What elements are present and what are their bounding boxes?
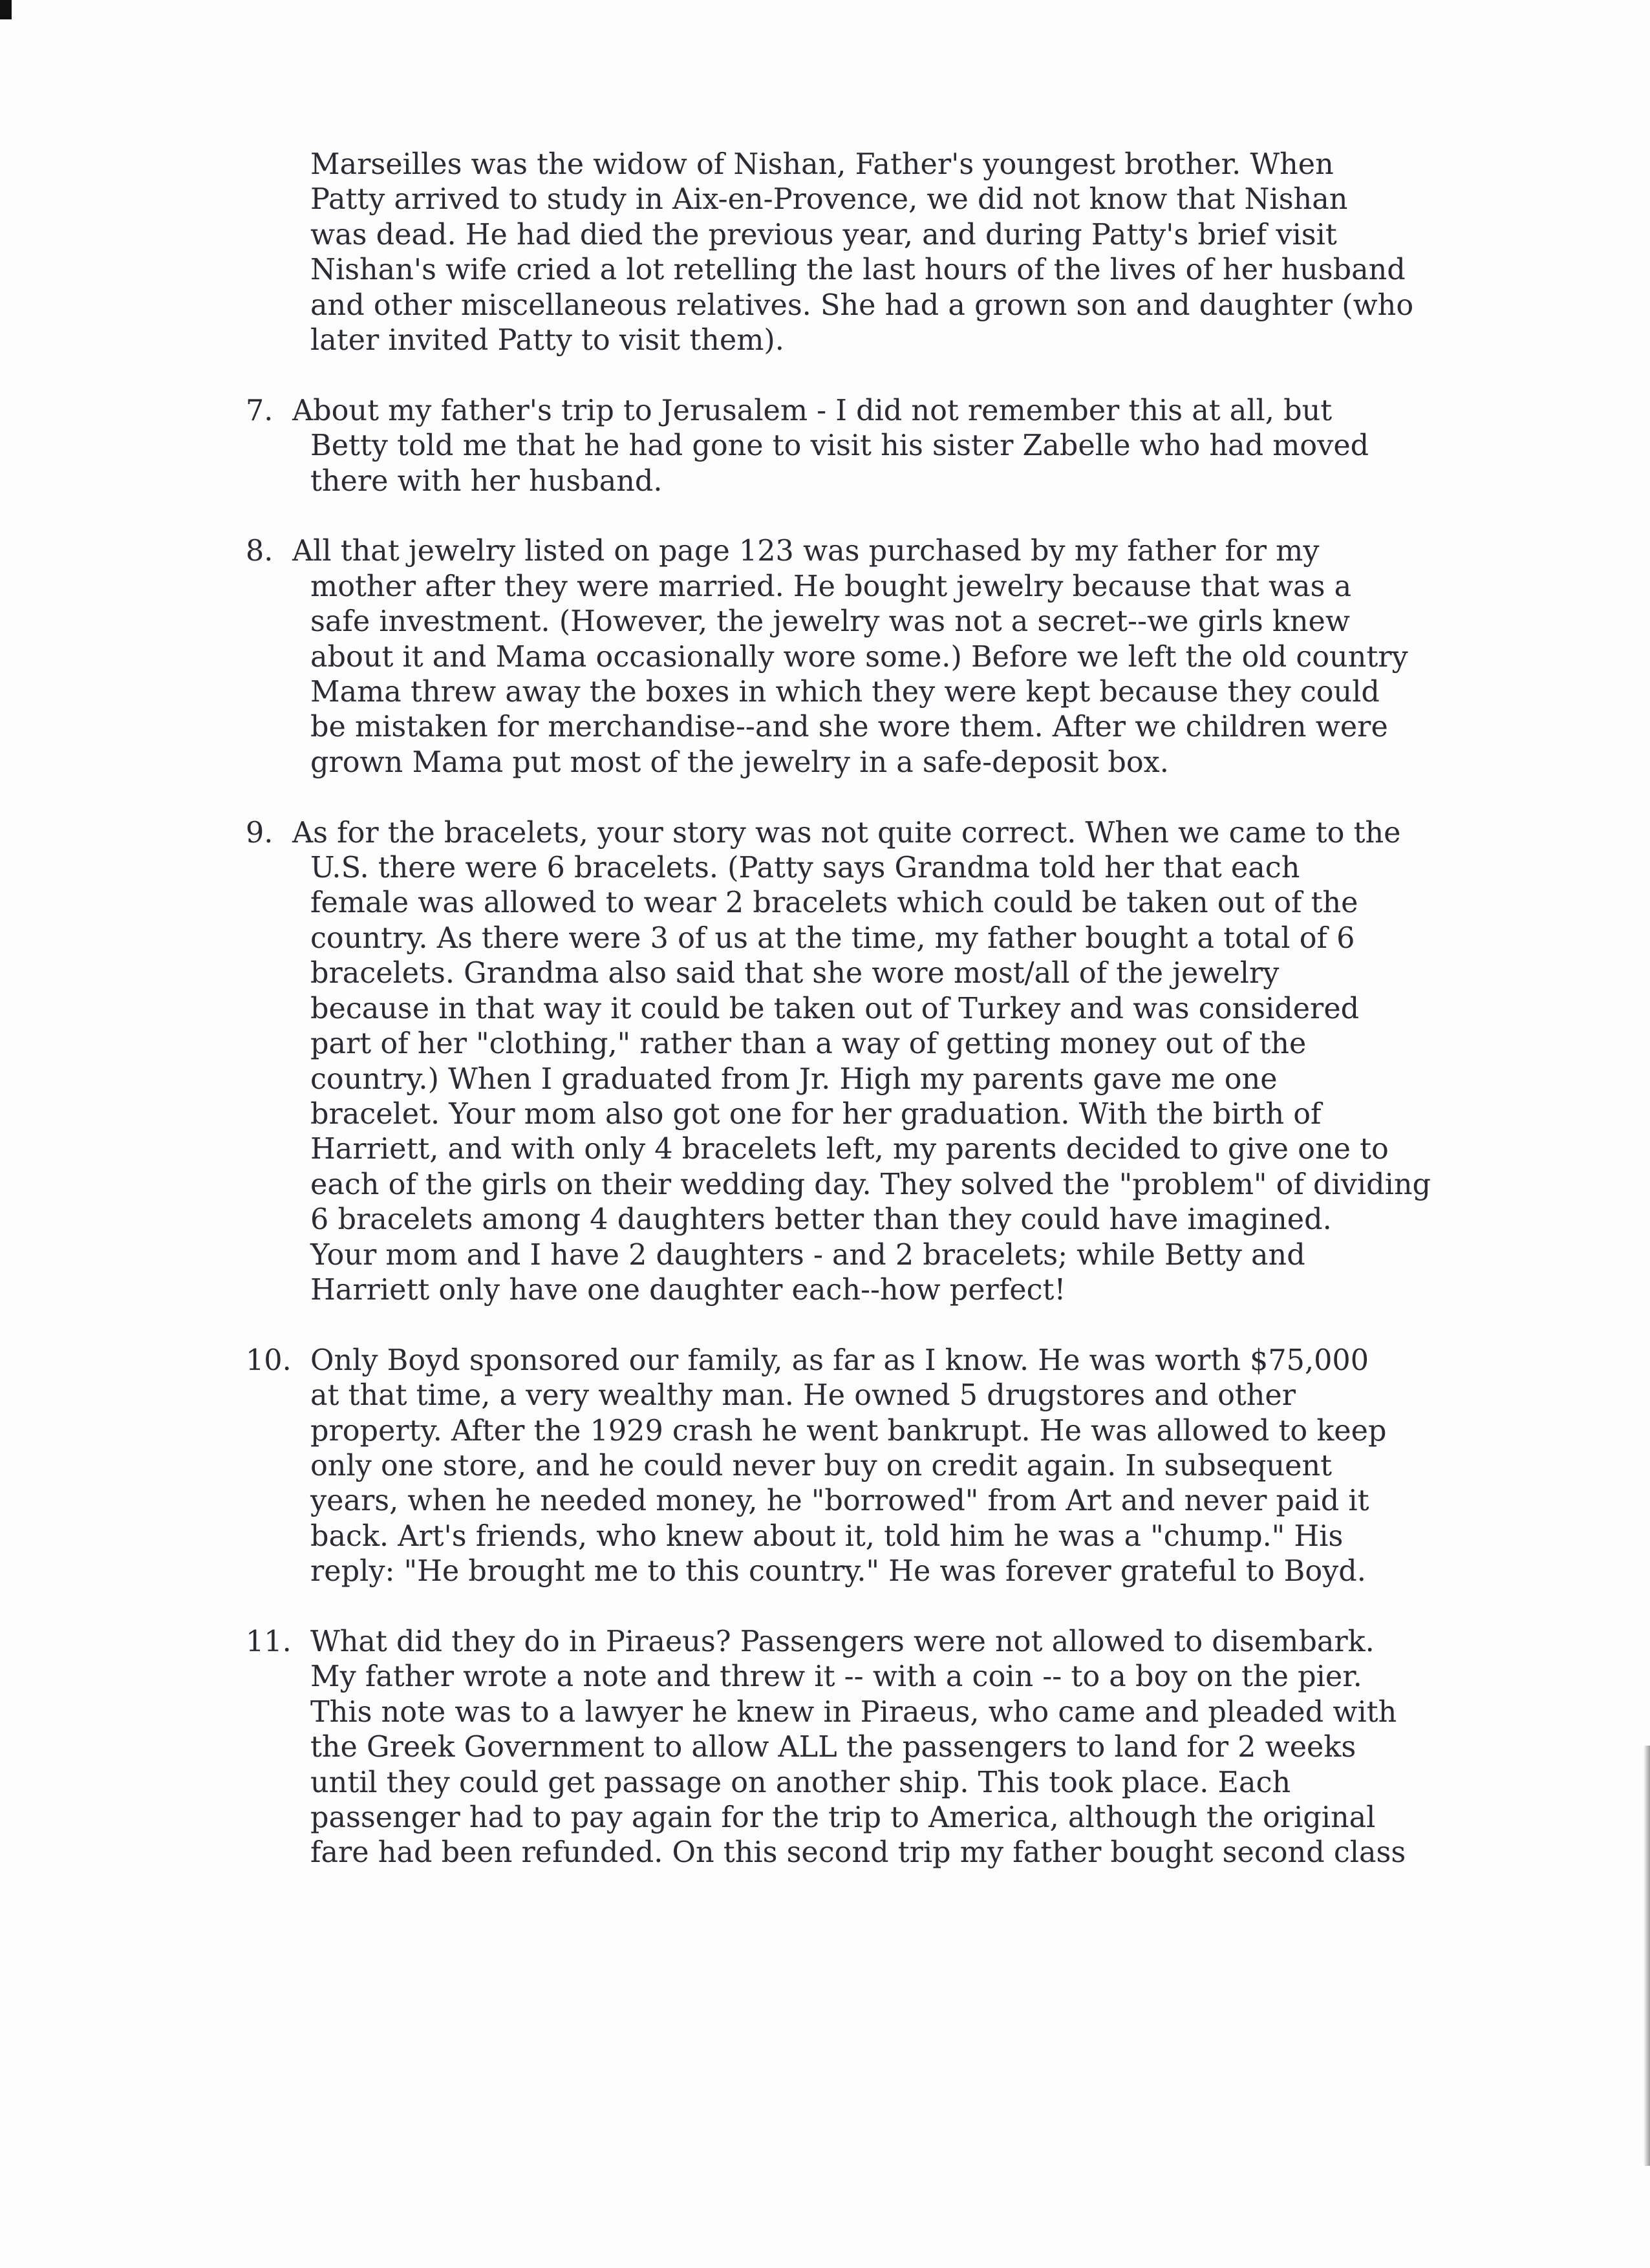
text-line: mother after they were married. He bought jewelry because that was a xyxy=(310,570,1352,603)
text-line: back. Art's friends, who knew about it, told him he was a "chump." His xyxy=(310,1519,1344,1553)
text-line: Harriett only have one daughter each--how perfect! xyxy=(310,1273,1066,1307)
paragraph-gap xyxy=(246,780,1435,815)
text-line: Harriett, and with only 4 bracelets left, my parents decided to give one to xyxy=(310,1133,1389,1166)
text-line: safe investment. (However, the jewelry was not a secret--we girls knew xyxy=(310,605,1350,639)
text-line: country.) When I graduated from Jr. High my parents gave me one xyxy=(310,1062,1278,1096)
text-line: bracelet. Your mom also got one for her graduation. With the birth of xyxy=(310,1097,1322,1131)
text-line: be mistaken for merchandise--and she wore them. After we children were xyxy=(310,711,1388,744)
text-line: until they could get passage on another ship. This took place. Each xyxy=(310,1766,1291,1799)
paragraph-gap xyxy=(246,499,1435,534)
text-line xyxy=(246,1625,1435,1660)
text-line: Nishan's wife cried a lot retelling the last hours of the lives of her husband xyxy=(310,253,1406,287)
text-line: Mama threw away the boxes in which they were kept because they could xyxy=(310,676,1380,709)
text-line: part of her "clothing," rather than a way of getting money out of the xyxy=(310,1027,1307,1061)
text-line: property. After the 1929 crash he went bankrupt. He was allowed to keep xyxy=(310,1414,1387,1448)
item-number: 10. xyxy=(246,1343,292,1377)
item-text: What did they do in Piraeus? Passengers were not allowed to disembark. xyxy=(310,1625,1375,1658)
item-text: As for the bracelets, your story was not quite correct. When we came to the xyxy=(292,816,1401,850)
text-line: fare had been refunded. On this second trip my father bought second class xyxy=(310,1836,1406,1870)
text-line: at that time, a very wealthy man. He owned 5 drugstores and other xyxy=(310,1379,1296,1413)
text-line: female was allowed to wear 2 bracelets which could be taken out of the xyxy=(310,886,1358,920)
item-number: 11. xyxy=(246,1625,292,1658)
text-line: My father wrote a note and threw it -- with a coin -- to a boy on the pier. xyxy=(310,1660,1362,1694)
text-line: Patty arrived to study in Aix-en-Provence, we did not know that Nishan xyxy=(310,183,1348,217)
scan-edge-shadow xyxy=(1644,1746,1650,2166)
paragraph-gap xyxy=(246,1308,1435,1343)
text-line: Your mom and I have 2 daughters - and 2 bracelets; while Betty and xyxy=(310,1238,1305,1272)
text-line: U.S. there were 6 bracelets. (Patty says Grandma told her that each xyxy=(310,851,1300,885)
text-line: Betty told me that he had gone to visit his sister Zabelle who had moved xyxy=(310,429,1369,463)
text-line: years, when he needed money, he "borrowed" from Art and never paid it xyxy=(310,1484,1369,1518)
item-number: 9. xyxy=(246,816,273,850)
text-line xyxy=(246,1343,1435,1378)
text-line: Marseilles was the widow of Nishan, Father's youngest brother. When xyxy=(310,148,1334,181)
text-line: and other miscellaneous relatives. She had a grown son and daughter (who xyxy=(310,288,1414,322)
paragraph-gap xyxy=(246,1590,1435,1625)
text-line: grown Mama put most of the jewelry in a safe-deposit box. xyxy=(310,745,1169,779)
text-line: 6 bracelets among 4 daughters better than they could have imagined. xyxy=(310,1203,1332,1237)
text-line: about it and Mama occasionally wore some.) Before we left the old country xyxy=(310,640,1408,674)
text-line: because in that way it could be taken out of Turkey and was considered xyxy=(310,992,1360,1025)
numbered-item-8 xyxy=(246,534,1435,780)
text-line: reply: "He brought me to this country." He was forever grateful to Boyd. xyxy=(310,1555,1366,1589)
text-line: bracelets. Grandma also said that she wore most/all of the jewelry xyxy=(310,957,1280,990)
text-line: passenger had to pay again for the trip to America, although the original xyxy=(310,1801,1376,1835)
text-line: there with her husband. xyxy=(310,464,663,498)
text-line: was dead. He had died the previous year, and during Patty's brief visit xyxy=(310,218,1337,251)
continued-paragraph xyxy=(246,147,1435,358)
text-line: only one store, and he could never buy on credit again. In subsequent xyxy=(310,1449,1332,1482)
item-number: 8. xyxy=(246,535,273,568)
text-line: country. As there were 3 of us at the time, my father bought a total of 6 xyxy=(310,921,1355,955)
item-text: About my father's trip to Jerusalem - I did not remember this at all, but xyxy=(292,394,1333,427)
numbered-item-11 xyxy=(246,1625,1435,1871)
text-line xyxy=(246,534,1435,569)
numbered-item-10 xyxy=(246,1343,1435,1590)
scan-corner-mark xyxy=(0,0,12,19)
text-line: This note was to a lawyer he knew in Piraeus, who came and pleaded with xyxy=(310,1695,1397,1729)
paragraph-gap xyxy=(246,358,1435,393)
item-number: 7. xyxy=(246,394,273,427)
item-text: Only Boyd sponsored our family, as far as I know. He was worth $75,000 xyxy=(310,1343,1369,1377)
item-text: All that jewelry listed on page 123 was purchased by my father for my xyxy=(292,535,1320,568)
numbered-item-7 xyxy=(246,394,1435,499)
text-line: the Greek Government to allow ALL the passengers to land for 2 weeks xyxy=(310,1731,1356,1764)
letter-body xyxy=(246,147,1435,1871)
numbered-item-9 xyxy=(246,816,1435,1309)
text-line: later invited Patty to visit them). xyxy=(310,324,784,358)
text-line xyxy=(246,816,1435,851)
text-line: each of the girls on their wedding day. They solved the "problem" of dividing xyxy=(310,1168,1431,1201)
text-line xyxy=(246,394,1435,429)
